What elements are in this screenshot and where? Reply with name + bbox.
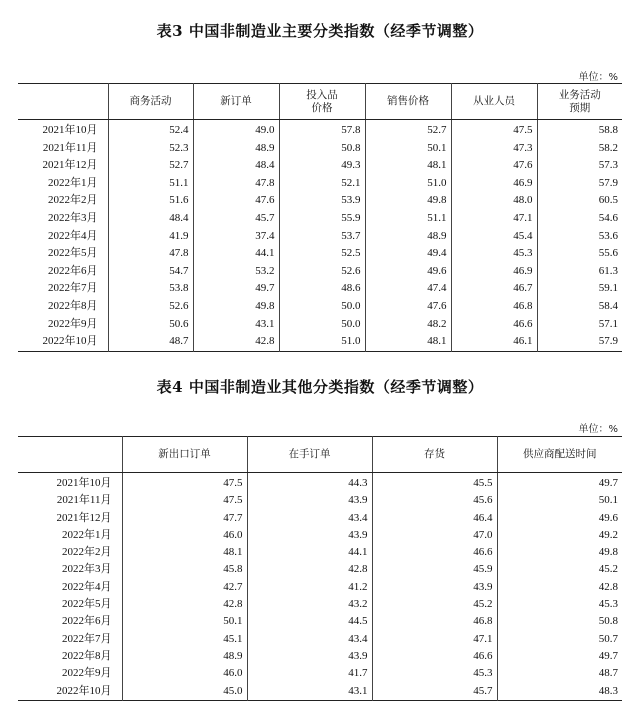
- table-cell: 48.2: [365, 316, 451, 334]
- table-row: [18, 631, 622, 648]
- table-cell: 53.6: [537, 228, 622, 246]
- row-label: 2022年4月: [48, 229, 98, 242]
- table-cell: 45.5: [372, 473, 497, 493]
- table-cell: 43.1: [193, 316, 279, 334]
- table-row: [18, 157, 622, 175]
- row-label: 2022年5月: [48, 247, 98, 260]
- table-cell: 49.7: [193, 280, 279, 298]
- table-cell: 50.1: [122, 613, 247, 630]
- table-cell: 46.9: [451, 263, 537, 281]
- table-cell: 48.1: [365, 157, 451, 175]
- table-cell: 49.8: [497, 544, 622, 561]
- table-cell: 52.5: [279, 245, 365, 263]
- table-cell: 47.6: [365, 298, 451, 316]
- row-label: 2021年10月: [42, 124, 98, 136]
- row-label: 2022年1月: [48, 176, 98, 189]
- table-row: [18, 316, 622, 334]
- table4-column-header: 存货: [372, 437, 497, 473]
- table-cell: 44.1: [193, 245, 279, 263]
- table-cell: 48.1: [122, 544, 247, 561]
- table-row: [18, 120, 622, 140]
- table3-column-header: 业务活动 预期: [537, 84, 622, 120]
- table-cell: 46.8: [451, 298, 537, 316]
- table3-column-header: 从业人员: [451, 84, 537, 120]
- table-row: [18, 210, 622, 228]
- row-label: 2022年9月: [62, 667, 112, 680]
- table-cell: 49.7: [497, 473, 622, 493]
- table-cell: 45.2: [497, 561, 622, 578]
- table-cell: 49.3: [279, 157, 365, 175]
- table4-column-header: 供应商配送时间: [497, 437, 622, 473]
- table-cell: 48.1: [365, 333, 451, 351]
- table-cell: 43.4: [247, 631, 372, 648]
- row-label: 2021年10月: [56, 477, 112, 489]
- row-label: 2021年12月: [42, 159, 98, 172]
- table-cell: 50.0: [279, 316, 365, 334]
- table3-header: [18, 84, 622, 120]
- table-cell: 58.4: [537, 298, 622, 316]
- row-label: 2022年6月: [48, 264, 98, 277]
- table4-column-header: 在手订单: [247, 437, 372, 473]
- table-cell: 41.9: [108, 228, 193, 246]
- table-row: [18, 228, 622, 246]
- table-cell: 49.6: [497, 510, 622, 527]
- table-cell: 53.7: [279, 228, 365, 246]
- table-cell: 49.6: [365, 263, 451, 281]
- table-cell: 45.0: [122, 683, 247, 701]
- table-row: [18, 140, 622, 158]
- table3-body: [18, 120, 622, 352]
- table-cell: 48.7: [497, 665, 622, 682]
- table-cell: 47.5: [122, 473, 247, 493]
- table-cell: 47.1: [372, 631, 497, 648]
- table-cell: 50.6: [108, 316, 193, 334]
- table3-column-header: 新订单: [193, 84, 279, 120]
- table-row: [18, 665, 622, 682]
- table-cell: 48.9: [122, 648, 247, 665]
- table-row: [18, 280, 622, 298]
- table4-column-header: [18, 437, 122, 473]
- table-cell: 47.4: [365, 280, 451, 298]
- table-cell: 46.8: [372, 613, 497, 630]
- table-cell: 45.8: [122, 561, 247, 578]
- table-cell: 50.1: [497, 492, 622, 509]
- table-cell: 55.9: [279, 210, 365, 228]
- table4-column-header: 新出口订单: [122, 437, 247, 473]
- table-row: [18, 473, 622, 493]
- table-cell: 45.6: [372, 492, 497, 509]
- table-cell: 50.0: [279, 298, 365, 316]
- table-row: [18, 648, 622, 665]
- table-cell: 51.1: [108, 175, 193, 193]
- table-cell: 43.2: [247, 596, 372, 613]
- table-cell: 47.8: [193, 175, 279, 193]
- table-cell: 44.5: [247, 613, 372, 630]
- table-cell: 57.8: [279, 120, 365, 140]
- table-cell: 37.4: [193, 228, 279, 246]
- table-cell: 48.7: [108, 333, 193, 351]
- table-cell: 42.8: [497, 579, 622, 596]
- row-label: 2021年11月: [56, 494, 112, 507]
- row-label: 2022年1月: [62, 528, 112, 541]
- table-cell: 51.1: [365, 210, 451, 228]
- table-cell: 55.6: [537, 245, 622, 263]
- table-cell: 42.8: [122, 596, 247, 613]
- row-label: 2022年7月: [62, 632, 112, 645]
- table-row: [18, 263, 622, 281]
- table3-unit-label: 单位：%: [578, 72, 618, 83]
- table-cell: 46.7: [451, 280, 537, 298]
- table-cell: 47.6: [193, 192, 279, 210]
- table3-column-header: 销售价格: [365, 84, 451, 120]
- table-cell: 48.9: [193, 140, 279, 158]
- table-cell: 51.6: [108, 192, 193, 210]
- table-cell: 50.8: [279, 140, 365, 158]
- table4-body: [18, 473, 622, 701]
- table-row: [18, 613, 622, 630]
- table-row: [18, 544, 622, 561]
- table-cell: 46.4: [372, 510, 497, 527]
- table-cell: 54.7: [108, 263, 193, 281]
- table-cell: 45.9: [372, 561, 497, 578]
- table-cell: 43.9: [247, 648, 372, 665]
- table-cell: 61.3: [537, 263, 622, 281]
- row-label: 2022年3月: [48, 211, 98, 224]
- table-cell: 46.1: [451, 333, 537, 351]
- table-cell: 45.7: [372, 683, 497, 701]
- table-row: [18, 527, 622, 544]
- table-cell: 44.3: [247, 473, 372, 493]
- table-cell: 47.8: [108, 245, 193, 263]
- table-row: [18, 492, 622, 509]
- row-label: 2022年8月: [62, 649, 112, 662]
- table-cell: 52.1: [279, 175, 365, 193]
- table3-column-header: [18, 84, 108, 120]
- table-cell: 53.2: [193, 263, 279, 281]
- table-cell: 49.0: [193, 120, 279, 140]
- table-row: [18, 596, 622, 613]
- table-cell: 47.7: [122, 510, 247, 527]
- table-cell: 45.2: [372, 596, 497, 613]
- table4-header: [18, 437, 622, 473]
- table-cell: 54.6: [537, 210, 622, 228]
- table-cell: 41.7: [247, 665, 372, 682]
- table-cell: 49.7: [497, 648, 622, 665]
- table-row: [18, 683, 622, 701]
- table4-title: 表4 中国非制造业其他分类指数（经季节调整）: [156, 378, 484, 396]
- table-cell: 49.4: [365, 245, 451, 263]
- table-cell: 48.4: [108, 210, 193, 228]
- table-cell: 41.2: [247, 579, 372, 596]
- table-cell: 57.1: [537, 316, 622, 334]
- row-label: 2022年2月: [48, 194, 98, 207]
- table-cell: 45.1: [122, 631, 247, 648]
- table-cell: 45.4: [451, 228, 537, 246]
- table-row: [18, 333, 622, 351]
- table-cell: 43.9: [372, 579, 497, 596]
- table-cell: 43.9: [247, 527, 372, 544]
- table-cell: 46.0: [122, 665, 247, 682]
- table-cell: 47.5: [451, 120, 537, 140]
- table-cell: 47.3: [451, 140, 537, 158]
- row-label: 2022年9月: [48, 317, 98, 330]
- table-cell: 46.6: [451, 316, 537, 334]
- table-cell: 49.2: [497, 527, 622, 544]
- table-cell: 52.3: [108, 140, 193, 158]
- row-label: 2022年6月: [62, 615, 112, 628]
- table-cell: 42.8: [247, 561, 372, 578]
- table-cell: 51.0: [365, 175, 451, 193]
- table-cell: 48.9: [365, 228, 451, 246]
- row-label: 2022年10月: [56, 684, 112, 697]
- table-cell: 46.6: [372, 544, 497, 561]
- table-cell: 48.0: [451, 192, 537, 210]
- table-cell: 48.6: [279, 280, 365, 298]
- table-cell: 53.9: [279, 192, 365, 210]
- table-cell: 57.3: [537, 157, 622, 175]
- table3-title: 表3 中国非制造业主要分类指数（经季节调整）: [156, 22, 484, 40]
- row-label: 2022年10月: [42, 335, 98, 348]
- table-cell: 50.8: [497, 613, 622, 630]
- table-cell: 60.5: [537, 192, 622, 210]
- row-label: 2021年12月: [56, 511, 112, 524]
- table-cell: 45.3: [372, 665, 497, 682]
- table-cell: 52.4: [108, 120, 193, 140]
- table-cell: 50.7: [497, 631, 622, 648]
- table4: [18, 436, 622, 701]
- table3: [18, 83, 622, 352]
- table-row: [18, 510, 622, 527]
- table-cell: 52.6: [108, 298, 193, 316]
- table-cell: 50.1: [365, 140, 451, 158]
- table4-unit-label: 单位：%: [578, 424, 618, 435]
- row-label: 2022年8月: [48, 299, 98, 312]
- table-cell: 45.7: [193, 210, 279, 228]
- table-cell: 49.8: [365, 192, 451, 210]
- table-cell: 48.3: [497, 683, 622, 701]
- table-row: [18, 579, 622, 596]
- table3-column-header: 投入品 价格: [279, 84, 365, 120]
- table-cell: 46.0: [122, 527, 247, 544]
- row-label: 2022年5月: [62, 598, 112, 611]
- table-cell: 52.7: [108, 157, 193, 175]
- table-cell: 58.8: [537, 120, 622, 140]
- table-cell: 43.9: [247, 492, 372, 509]
- row-label: 2021年11月: [42, 141, 98, 154]
- table-row: [18, 245, 622, 263]
- row-label: 2022年7月: [48, 282, 98, 295]
- table-cell: 52.7: [365, 120, 451, 140]
- table-row: [18, 175, 622, 193]
- table-cell: 52.6: [279, 263, 365, 281]
- row-label: 2022年2月: [62, 546, 112, 559]
- table-cell: 47.6: [451, 157, 537, 175]
- table-cell: 47.1: [451, 210, 537, 228]
- table-cell: 59.1: [537, 280, 622, 298]
- table-cell: 45.3: [451, 245, 537, 263]
- table3-column-header: 商务活动: [108, 84, 193, 120]
- table-cell: 46.6: [372, 648, 497, 665]
- table-cell: 43.1: [247, 683, 372, 701]
- table-row: [18, 298, 622, 316]
- table-cell: 51.0: [279, 333, 365, 351]
- table-cell: 42.8: [193, 333, 279, 351]
- table-cell: 42.7: [122, 579, 247, 596]
- table-row: [18, 192, 622, 210]
- table-cell: 43.4: [247, 510, 372, 527]
- table-cell: 57.9: [537, 333, 622, 351]
- table-cell: 47.5: [122, 492, 247, 509]
- table-cell: 46.9: [451, 175, 537, 193]
- table-row: [18, 561, 622, 578]
- table-cell: 44.1: [247, 544, 372, 561]
- table-cell: 45.3: [497, 596, 622, 613]
- table-cell: 58.2: [537, 140, 622, 158]
- table-cell: 47.0: [372, 527, 497, 544]
- table-cell: 49.8: [193, 298, 279, 316]
- row-label: 2022年4月: [62, 580, 112, 593]
- row-label: 2022年3月: [62, 563, 112, 576]
- table-cell: 53.8: [108, 280, 193, 298]
- table-cell: 48.4: [193, 157, 279, 175]
- table-cell: 57.9: [537, 175, 622, 193]
